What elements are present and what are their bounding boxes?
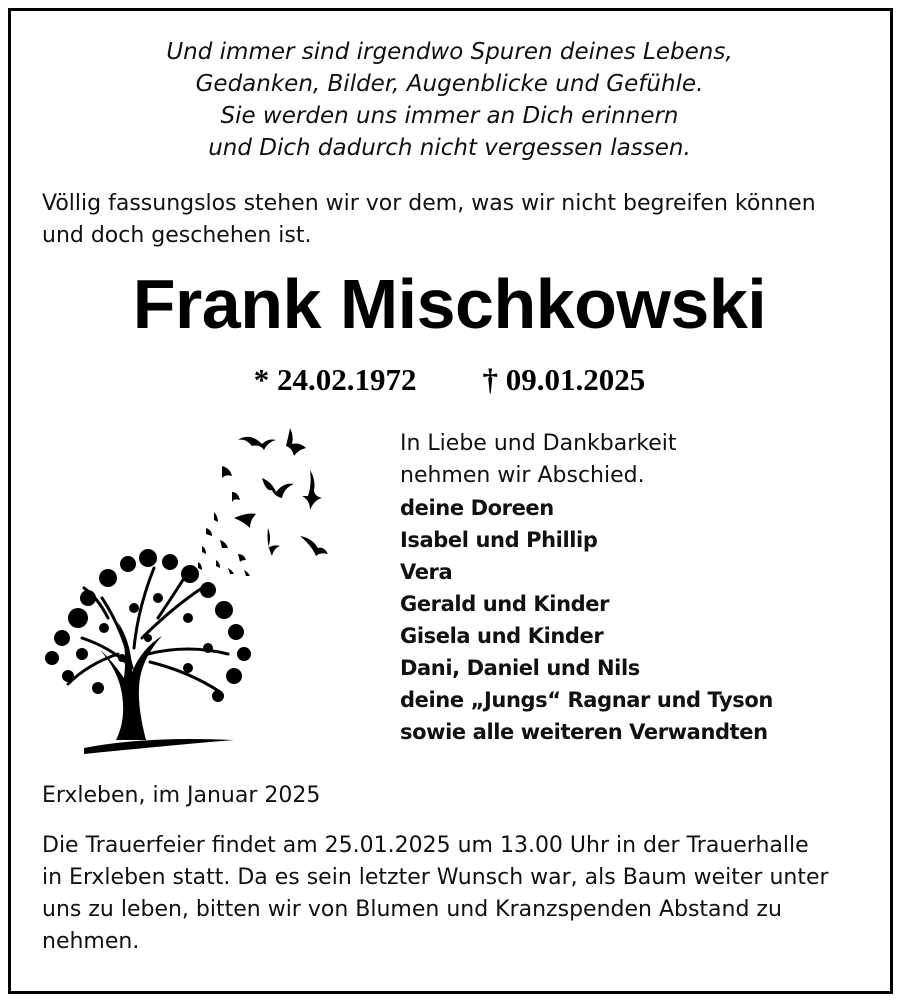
life-dates (0, 360, 899, 400)
poem-line: Gedanken, Bilder, Augenblicke und Gefühle. (195, 71, 704, 97)
bird-icon (268, 528, 281, 556)
ceremony-text (42, 830, 857, 958)
poem-line: Und immer sind irgendwo Spuren deines Lebens, (166, 39, 733, 65)
ceremony-line: in Erxleben statt. Da es sein letzter Wunsch war, als Baum weiter unter (42, 865, 829, 890)
ceremony-line: uns zu leben, bitten wir von Blumen und Kranzspenden Abstand zu (42, 897, 782, 922)
poem (0, 36, 899, 164)
bird-icon (238, 437, 276, 450)
bird-icon (234, 514, 256, 529)
intro-line: und doch geschehen ist. (42, 223, 312, 248)
mourners-intro-line: nehmen wir Abschied. (400, 463, 645, 488)
bird-icon (206, 528, 212, 536)
mourner-name: Isabel und Phillip (400, 528, 598, 552)
mourner-name: Dani, Daniel und Nils (400, 656, 640, 680)
mourners-intro-line: In Liebe und Dankbarkeit (400, 431, 677, 456)
mourner-name: Gisela und Kinder (400, 624, 604, 648)
death-date: † 09.01.2025 (482, 362, 646, 397)
bird-icon (232, 492, 240, 502)
birth-date: * 24.02.1972 (253, 362, 417, 397)
mourners (400, 428, 870, 748)
bird-icon (300, 536, 328, 556)
mourner-name: deine „Jungs“ Ragnar und Tyson (400, 688, 773, 712)
bird-icon (222, 466, 232, 478)
bird-icon (216, 560, 220, 568)
bird-icon (202, 546, 206, 554)
mourner-name: deine Doreen (400, 496, 554, 520)
mourner-name: Gerald und Kinder (400, 592, 610, 616)
bird-icon (244, 570, 250, 576)
bird-icon (214, 512, 218, 522)
place-date: Erxleben, im Januar 2025 (42, 783, 321, 808)
bird-icon (238, 554, 246, 562)
ground-icon (84, 739, 234, 754)
poem-line: und Dich dadurch nicht vergessen lassen. (208, 135, 691, 161)
tree-crown-icon (45, 549, 251, 702)
intro-line: Völlig fassungslos stehen wir vor dem, was wir nicht begreifen können (42, 191, 816, 216)
bird-icon (302, 470, 322, 510)
tree-trunk-icon (100, 622, 162, 740)
bird-icon (220, 540, 228, 548)
bird-icon (228, 568, 234, 574)
ceremony-line: nehmen. (42, 929, 140, 954)
poem-line: Sie werden uns immer an Dich erinnern (220, 103, 679, 129)
deceased-name: Frank Mischkowski (132, 265, 767, 343)
bird-icon (286, 428, 306, 456)
bird-icon (262, 478, 294, 498)
ceremony-line: Die Trauerfeier findet am 25.01.2025 um 13.00 Uhr in der Trauerhalle (42, 833, 809, 858)
bird-icon (198, 562, 202, 570)
tree-with-birds-icon (38, 418, 348, 758)
mourner-name: sowie alle weiteren Verwandten (400, 720, 768, 744)
intro-text (42, 188, 862, 252)
mourner-name: Vera (400, 560, 453, 584)
